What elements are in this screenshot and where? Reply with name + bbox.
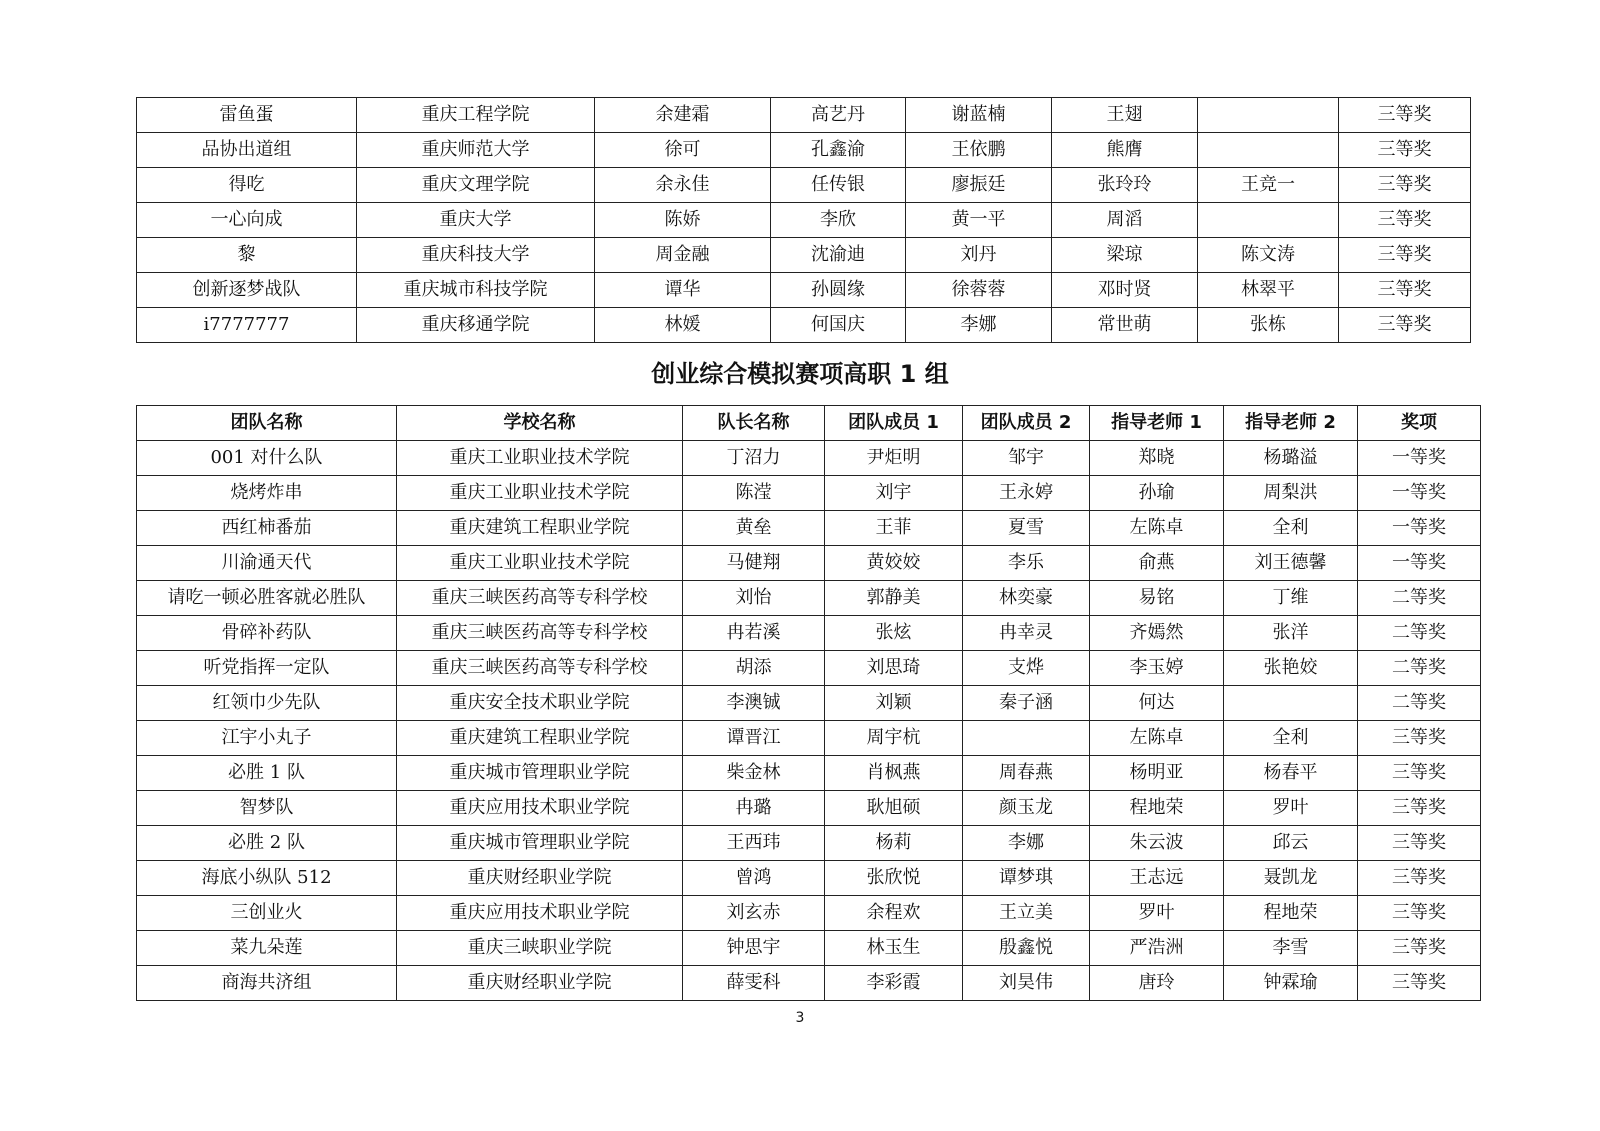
- cell-member-2: 支烨: [963, 651, 1090, 686]
- cell-captain-name: 柴金林: [683, 756, 825, 791]
- cell-school-name: 重庆大学: [357, 203, 595, 238]
- header-advisor-1: 指导老师 1: [1090, 406, 1224, 441]
- cell-advisor-2: 罗叶: [1224, 791, 1358, 826]
- cell-captain-name: 薛雯科: [683, 966, 825, 1001]
- cell-team-name: 骨碎补药队: [137, 616, 397, 651]
- cell-team-name: 菜九朵莲: [137, 931, 397, 966]
- cell-captain-name: 胡添: [683, 651, 825, 686]
- cell-advisor-1: 齐嫣然: [1090, 616, 1224, 651]
- cell-advisor-2: [1198, 133, 1339, 168]
- cell-member-1: 肖枫燕: [825, 756, 963, 791]
- cell-captain-name: 刘怡: [683, 581, 825, 616]
- cell-advisor-2: 周梨洪: [1224, 476, 1358, 511]
- cell-team-name: 必胜 1 队: [137, 756, 397, 791]
- cell-member-2: 李乐: [963, 546, 1090, 581]
- cell-advisor-1: 郑晓: [1090, 441, 1224, 476]
- table-row: [137, 651, 1481, 686]
- cell-advisor-2: 丁维: [1224, 581, 1358, 616]
- table-row: [137, 133, 1471, 168]
- cell-advisor-1: 李玉婷: [1090, 651, 1224, 686]
- header-award: 奖项: [1358, 406, 1481, 441]
- cell-member-1: 王菲: [825, 511, 963, 546]
- cell-team-name: 烧烤炸串: [137, 476, 397, 511]
- cell-school-name: 重庆财经职业学院: [397, 966, 683, 1001]
- table-row: [137, 308, 1471, 343]
- cell-advisor-2: [1198, 203, 1339, 238]
- cell-school-name: 重庆应用技术职业学院: [397, 896, 683, 931]
- cell-award: 二等奖: [1358, 616, 1481, 651]
- cell-advisor-1: 熊膺: [1052, 133, 1198, 168]
- table-row: [137, 546, 1481, 581]
- table-row: [137, 511, 1481, 546]
- cell-award: 二等奖: [1358, 686, 1481, 721]
- header-school-name: 学校名称: [397, 406, 683, 441]
- cell-member-1: 高艺丹: [771, 98, 906, 133]
- cell-member-2: 冉幸灵: [963, 616, 1090, 651]
- cell-advisor-1: 程地荣: [1090, 791, 1224, 826]
- cell-school-name: 重庆安全技术职业学院: [397, 686, 683, 721]
- cell-advisor-1: 邓时贤: [1052, 273, 1198, 308]
- cell-member-1: 任传银: [771, 168, 906, 203]
- cell-team-name: 创新逐梦战队: [137, 273, 357, 308]
- table-row: [137, 98, 1471, 133]
- cell-school-name: 重庆应用技术职业学院: [397, 791, 683, 826]
- cell-school-name: 重庆财经职业学院: [397, 861, 683, 896]
- cell-member-1: 黄姣姣: [825, 546, 963, 581]
- cell-member-1: 林玉生: [825, 931, 963, 966]
- cell-school-name: 重庆城市管理职业学院: [397, 756, 683, 791]
- cell-advisor-1: 左陈卓: [1090, 721, 1224, 756]
- cell-advisor-2: 杨春平: [1224, 756, 1358, 791]
- cell-member-1: 张炫: [825, 616, 963, 651]
- cell-captain-name: 林媛: [595, 308, 771, 343]
- cell-advisor-2: 张艳姣: [1224, 651, 1358, 686]
- cell-award: 一等奖: [1358, 476, 1481, 511]
- table-row: [137, 476, 1481, 511]
- cell-award: 二等奖: [1358, 581, 1481, 616]
- cell-captain-name: 余建霜: [595, 98, 771, 133]
- page-number: 3: [795, 1010, 805, 1026]
- cell-school-name: 重庆科技大学: [357, 238, 595, 273]
- cell-advisor-1: 易铭: [1090, 581, 1224, 616]
- cell-school-name: 重庆三峡医药高等专科学校: [397, 651, 683, 686]
- cell-advisor-2: 钟霖瑜: [1224, 966, 1358, 1001]
- cell-advisor-2: 张栋: [1198, 308, 1339, 343]
- cell-member-2: 秦子涵: [963, 686, 1090, 721]
- cell-advisor-2: 邱云: [1224, 826, 1358, 861]
- cell-member-2: 黄一平: [906, 203, 1052, 238]
- cell-team-name: 川渝通天代: [137, 546, 397, 581]
- cell-advisor-1: 王志远: [1090, 861, 1224, 896]
- cell-school-name: 重庆师范大学: [357, 133, 595, 168]
- cell-captain-name: 陈滢: [683, 476, 825, 511]
- table-row: [137, 721, 1481, 756]
- cell-advisor-1: 罗叶: [1090, 896, 1224, 931]
- cell-member-2: 王永婷: [963, 476, 1090, 511]
- cell-advisor-1: 杨明亚: [1090, 756, 1224, 791]
- cell-captain-name: 谭华: [595, 273, 771, 308]
- cell-award: 三等奖: [1358, 756, 1481, 791]
- cell-captain-name: 钟思宇: [683, 931, 825, 966]
- cell-member-2: 周春燕: [963, 756, 1090, 791]
- cell-captain-name: 马健翔: [683, 546, 825, 581]
- cell-advisor-1: 常世萌: [1052, 308, 1198, 343]
- cell-captain-name: 徐可: [595, 133, 771, 168]
- cell-award: 三等奖: [1339, 98, 1471, 133]
- cell-member-1: 李欣: [771, 203, 906, 238]
- cell-member-1: 何国庆: [771, 308, 906, 343]
- cell-captain-name: 黄垒: [683, 511, 825, 546]
- cell-captain-name: 曾鸿: [683, 861, 825, 896]
- cell-award: 三等奖: [1339, 203, 1471, 238]
- cell-award: 三等奖: [1339, 133, 1471, 168]
- cell-member-2: 谢蓝楠: [906, 98, 1052, 133]
- cell-school-name: 重庆工业职业技术学院: [397, 441, 683, 476]
- cell-team-name: 三创业火: [137, 896, 397, 931]
- cell-award: 三等奖: [1358, 931, 1481, 966]
- cell-advisor-2: 全利: [1224, 511, 1358, 546]
- cell-member-1: 沈渝迪: [771, 238, 906, 273]
- cell-school-name: 重庆建筑工程职业学院: [397, 721, 683, 756]
- cell-captain-name: 谭晋江: [683, 721, 825, 756]
- cell-member-1: 耿旭硕: [825, 791, 963, 826]
- cell-award: 三等奖: [1358, 896, 1481, 931]
- cell-member-2: 林奕豪: [963, 581, 1090, 616]
- cell-award: 二等奖: [1358, 651, 1481, 686]
- cell-advisor-2: 李雪: [1224, 931, 1358, 966]
- cell-advisor-1: 严浩洲: [1090, 931, 1224, 966]
- table-row: [137, 791, 1481, 826]
- cell-advisor-2: 聂凯龙: [1224, 861, 1358, 896]
- cell-advisor-1: 何达: [1090, 686, 1224, 721]
- cell-advisor-2: 杨璐溢: [1224, 441, 1358, 476]
- cell-captain-name: 王西玮: [683, 826, 825, 861]
- cell-school-name: 重庆建筑工程职业学院: [397, 511, 683, 546]
- cell-award: 三等奖: [1339, 308, 1471, 343]
- cell-award: 三等奖: [1358, 966, 1481, 1001]
- cell-advisor-2: 张洋: [1224, 616, 1358, 651]
- cell-award: 三等奖: [1339, 273, 1471, 308]
- table-row: [137, 616, 1481, 651]
- table-row: [137, 826, 1481, 861]
- cell-team-name: 得吃: [137, 168, 357, 203]
- cell-school-name: 重庆城市管理职业学院: [397, 826, 683, 861]
- cell-award: 三等奖: [1358, 721, 1481, 756]
- cell-school-name: 重庆工业职业技术学院: [397, 476, 683, 511]
- cell-member-2: [963, 721, 1090, 756]
- cell-member-2: 刘丹: [906, 238, 1052, 273]
- cell-member-1: 尹炬明: [825, 441, 963, 476]
- cell-member-2: 李娜: [906, 308, 1052, 343]
- cell-team-name: 商海共济组: [137, 966, 397, 1001]
- cell-advisor-2: 全利: [1224, 721, 1358, 756]
- cell-captain-name: 李澳铖: [683, 686, 825, 721]
- cell-member-1: 刘思琦: [825, 651, 963, 686]
- table-row: [137, 686, 1481, 721]
- cell-school-name: 重庆三峡医药高等专科学校: [397, 581, 683, 616]
- cell-team-name: 必胜 2 队: [137, 826, 397, 861]
- cell-member-2: 邹宇: [963, 441, 1090, 476]
- results-table-continued: [136, 97, 1471, 343]
- table-row: [137, 931, 1481, 966]
- table-row: [137, 861, 1481, 896]
- cell-team-name: 海底小纵队 512: [137, 861, 397, 896]
- cell-captain-name: 丁沼力: [683, 441, 825, 476]
- cell-advisor-2: 陈文涛: [1198, 238, 1339, 273]
- cell-captain-name: 刘玄赤: [683, 896, 825, 931]
- table-row: [137, 273, 1471, 308]
- cell-team-name: 江宇小丸子: [137, 721, 397, 756]
- cell-award: 一等奖: [1358, 511, 1481, 546]
- cell-team-name: 请吃一顿必胜客就必胜队: [137, 581, 397, 616]
- cell-member-1: 孔鑫渝: [771, 133, 906, 168]
- header-advisor-2: 指导老师 2: [1224, 406, 1358, 441]
- header-team-name: 团队名称: [137, 406, 397, 441]
- cell-team-name: 听党指挥一定队: [137, 651, 397, 686]
- cell-captain-name: 余永佳: [595, 168, 771, 203]
- header-member-1: 团队成员 1: [825, 406, 963, 441]
- cell-team-name: 红领巾少先队: [137, 686, 397, 721]
- cell-award: 三等奖: [1358, 791, 1481, 826]
- cell-advisor-1: 唐玲: [1090, 966, 1224, 1001]
- cell-school-name: 重庆工程学院: [357, 98, 595, 133]
- cell-member-1: 周宇杭: [825, 721, 963, 756]
- cell-member-1: 杨莉: [825, 826, 963, 861]
- cell-team-name: 001 对什么队: [137, 441, 397, 476]
- cell-member-1: 张欣悦: [825, 861, 963, 896]
- cell-school-name: 重庆三峡职业学院: [397, 931, 683, 966]
- section-title: 创业综合模拟赛项高职 1 组: [651, 360, 949, 388]
- cell-advisor-1: 俞燕: [1090, 546, 1224, 581]
- cell-award: 三等奖: [1339, 168, 1471, 203]
- results-table-vocational-group-1: [136, 405, 1481, 1001]
- table-row: [137, 203, 1471, 238]
- cell-award: 三等奖: [1339, 238, 1471, 273]
- cell-member-2: 谭梦琪: [963, 861, 1090, 896]
- table-header-row: [137, 406, 1481, 441]
- cell-advisor-1: 朱云波: [1090, 826, 1224, 861]
- table-row: [137, 441, 1481, 476]
- cell-award: 一等奖: [1358, 441, 1481, 476]
- cell-member-2: 徐蓉蓉: [906, 273, 1052, 308]
- cell-award: 三等奖: [1358, 826, 1481, 861]
- cell-member-1: 刘宇: [825, 476, 963, 511]
- cell-school-name: 重庆工业职业技术学院: [397, 546, 683, 581]
- header-captain-name: 队长名称: [683, 406, 825, 441]
- cell-captain-name: 陈娇: [595, 203, 771, 238]
- cell-team-name: 品协出道组: [137, 133, 357, 168]
- cell-advisor-1: 张玲玲: [1052, 168, 1198, 203]
- cell-captain-name: 周金融: [595, 238, 771, 273]
- table-row: [137, 581, 1481, 616]
- table-row: [137, 168, 1471, 203]
- cell-member-2: 王立美: [963, 896, 1090, 931]
- cell-member-2: 廖振廷: [906, 168, 1052, 203]
- cell-advisor-1: 王翅: [1052, 98, 1198, 133]
- table-row: [137, 756, 1481, 791]
- cell-advisor-2: 刘王德馨: [1224, 546, 1358, 581]
- cell-advisor-2: 王竞一: [1198, 168, 1339, 203]
- cell-advisor-2: [1198, 98, 1339, 133]
- cell-team-name: 黎: [137, 238, 357, 273]
- cell-advisor-2: 程地荣: [1224, 896, 1358, 931]
- cell-member-2: 颜玉龙: [963, 791, 1090, 826]
- cell-team-name: 西红柿番茄: [137, 511, 397, 546]
- cell-school-name: 重庆移通学院: [357, 308, 595, 343]
- cell-member-2: 刘昊伟: [963, 966, 1090, 1001]
- cell-advisor-1: 孙瑜: [1090, 476, 1224, 511]
- cell-advisor-2: 林翠平: [1198, 273, 1339, 308]
- cell-advisor-1: 左陈卓: [1090, 511, 1224, 546]
- table-row: [137, 896, 1481, 931]
- cell-team-name: i7777777: [137, 308, 357, 343]
- cell-member-1: 孙圆缘: [771, 273, 906, 308]
- cell-team-name: 雷鱼蛋: [137, 98, 357, 133]
- cell-member-2: 王依鹏: [906, 133, 1052, 168]
- cell-captain-name: 冉璐: [683, 791, 825, 826]
- cell-member-2: 夏雪: [963, 511, 1090, 546]
- cell-award: 三等奖: [1358, 861, 1481, 896]
- cell-captain-name: 冉若溪: [683, 616, 825, 651]
- cell-advisor-1: 梁琼: [1052, 238, 1198, 273]
- cell-member-1: 刘颖: [825, 686, 963, 721]
- cell-member-1: 余程欢: [825, 896, 963, 931]
- cell-member-2: 殷鑫悦: [963, 931, 1090, 966]
- cell-advisor-2: [1224, 686, 1358, 721]
- cell-member-1: 李彩霞: [825, 966, 963, 1001]
- header-member-2: 团队成员 2: [963, 406, 1090, 441]
- cell-member-2: 李娜: [963, 826, 1090, 861]
- table-row: [137, 966, 1481, 1001]
- cell-school-name: 重庆文理学院: [357, 168, 595, 203]
- table-row: [137, 238, 1471, 273]
- cell-team-name: 智梦队: [137, 791, 397, 826]
- cell-school-name: 重庆城市科技学院: [357, 273, 595, 308]
- cell-member-1: 郭静美: [825, 581, 963, 616]
- cell-award: 一等奖: [1358, 546, 1481, 581]
- cell-school-name: 重庆三峡医药高等专科学校: [397, 616, 683, 651]
- cell-advisor-1: 周滔: [1052, 203, 1198, 238]
- cell-team-name: 一心向成: [137, 203, 357, 238]
